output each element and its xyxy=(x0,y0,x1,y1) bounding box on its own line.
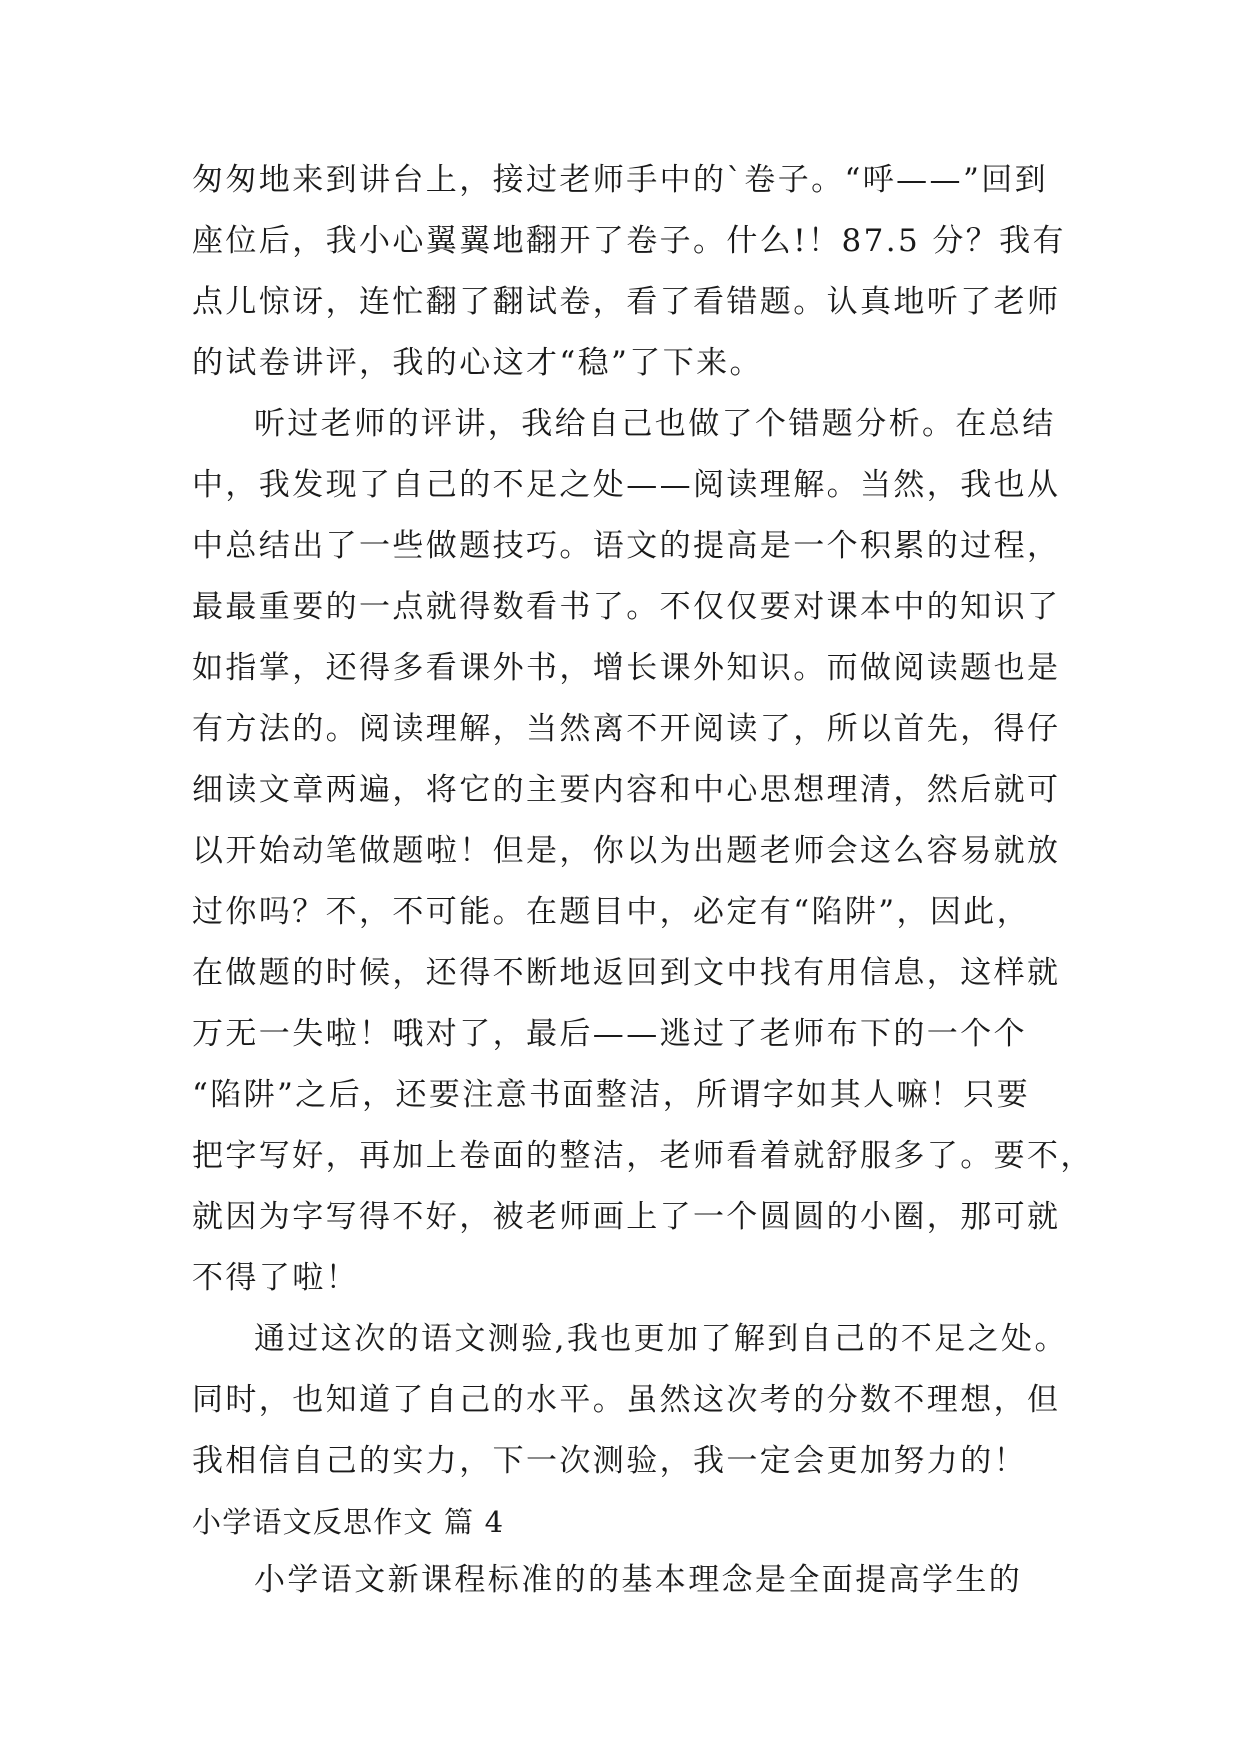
paragraph-line: 我相信自己的实力，下一次测验，我一定会更加努力的！ xyxy=(192,1443,1027,1479)
paragraph-line: 座位后，我小心翼翼地翻开了卷子。什么!！87.5 分？我有 xyxy=(192,223,1066,259)
paragraph-line: 万无一失啦！哦对了，最后——逃过了老师布下的一个个 xyxy=(192,1016,1027,1052)
paragraph-line: 如指掌，还得多看课外书，增长课外知识。而做阅读题也是 xyxy=(192,650,1061,686)
paragraph-4 xyxy=(192,1550,1072,1611)
section-heading: 小学语文反思作文 篇 4 xyxy=(192,1505,505,1539)
paragraph-3 xyxy=(192,1309,1072,1492)
paragraph-line: 点儿惊讶，连忙翻了翻试卷，看了看错题。认真地听了老师 xyxy=(192,284,1061,320)
paragraph-line: 以开始动笔做题啦！但是，你以为出题老师会这么容易就放 xyxy=(192,833,1061,869)
paragraph-line: 匆匆地来到讲台上，接过老师手中的`卷子。“呼——”回到 xyxy=(192,162,1048,198)
paragraph-2 xyxy=(192,394,1094,1309)
paragraph-line: 有方法的。阅读理解，当然离不开阅读了，所以首先，得仔 xyxy=(192,711,1061,747)
paragraph-line: 不得了啦！ xyxy=(192,1260,359,1296)
paragraph-line: “陷阱”之后，还要注意书面整洁，所谓字如其人嘛！只要 xyxy=(192,1077,1031,1113)
paragraph-line: 听过老师的评讲，我给自己也做了个错题分析。在总结 xyxy=(254,406,1056,442)
paragraph-line: 同时，也知道了自己的水平。虽然这次考的分数不理想，但 xyxy=(192,1382,1061,1418)
paragraph-line: 细读文章两遍，将它的主要内容和中心思想理清，然后就可 xyxy=(192,772,1061,808)
paragraph-line: 就因为字写得不好，被老师画上了一个圆圆的小圈，那可就 xyxy=(192,1199,1061,1235)
paragraph-line: 中总结出了一些做题技巧。语文的提高是一个积累的过程， xyxy=(192,528,1061,564)
paragraph-line: 中，我发现了自己的不足之处——阅读理解。当然，我也从 xyxy=(192,467,1061,503)
paragraph-line: 通过这次的语文测验,我也更加了解到自己的不足之处。 xyxy=(254,1321,1068,1357)
paragraph-line: 小学语文新课程标准的的基本理念是全面提高学生的 xyxy=(254,1562,1023,1598)
paragraph-line: 在做题的时候，还得不断地返回到文中找有用信息，这样就 xyxy=(192,955,1061,991)
document-body xyxy=(192,150,1094,1611)
paragraph-line: 过你吗？不，不可能。在题目中，必定有“陷阱”，因此， xyxy=(192,894,1031,930)
paragraph-1 xyxy=(192,150,1072,394)
paragraph-line: 最最重要的一点就得数看书了。不仅仅要对课本中的知识了 xyxy=(192,589,1061,625)
paragraph-line: 的试卷讲评，我的心这才“稳”了下来。 xyxy=(192,345,763,381)
paragraph-line: 把字写好，再加上卷面的整洁，老师看着就舒服多了。要不， xyxy=(192,1138,1094,1174)
